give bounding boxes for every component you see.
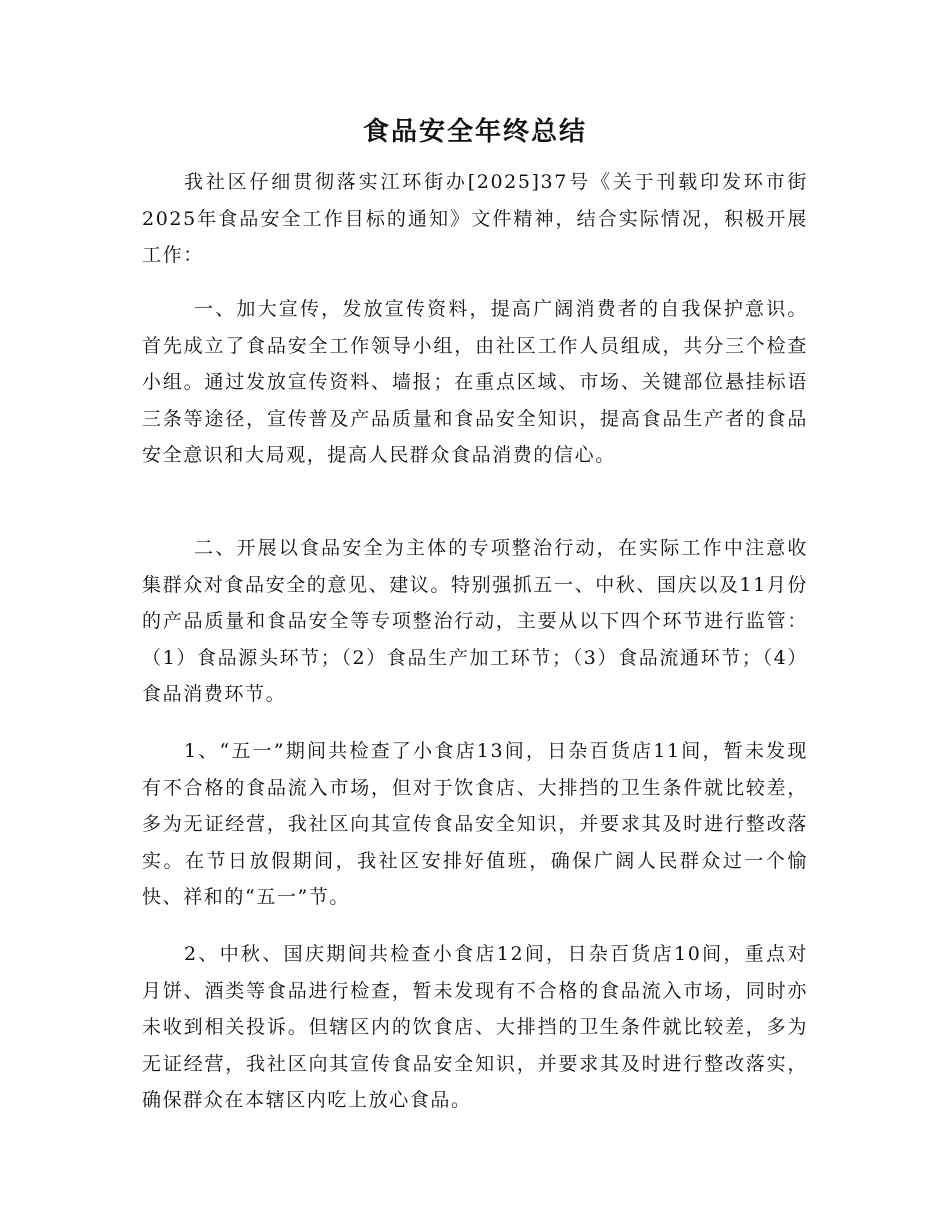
- paragraph-intro: 我社区仔细贯彻落实江环街办[2025]37号《关于刊载印发环市街2025年食品安全工作目标的通知》文件精神，结合实际情况，积极开展工作：: [142, 171, 808, 266]
- paragraph-special-campaign: 二、开展以食品安全为主体的专项整治行动，在实际工作中注意收集群众对食品安全的意见、建议。特别强抓五一、中秋、国庆以及11月份的产品质量和食品安全等专项整治行动，主要从以下四个环节进行监管：（1）食品源头环节；（2）食品生产加工环节；（3）食品流通环节；（4）食品消费环节。: [142, 537, 808, 705]
- paragraph-mid-autumn-inspection: 2、中秋、国庆期间共检查小食店12间，日杂百货店10间，重点对月饼、酒类等食品进行检查，暂未发现有不合格的食品流入市场，同时亦未收到相关投诉。但辖区内的饮食店、大排挡的卫生条件就比较差，多为无证经营，我社区向其宣传食品安全知识，并要求其及时进行整改落实，确保群众在本辖区内吃上放心食品。: [142, 943, 808, 1111]
- paragraph-publicity: 一、加大宣传，发放宣传资料，提高广阔消费者的自我保护意识。首先成立了食品安全工作领导小组，由社区工作人员组成，共分三个检查小组。通过发放宣传资料、墙报；在重点区域、市场、关键部位悬挂标语三条等途径，宣传普及产品质量和食品安全知识，提高食品生产者的食品安全意识和大局观，提高人民群众食品消费的信心。: [142, 298, 808, 466]
- paragraph-may-day-inspection: 1、“五一”期间共检查了小食店13间，日杂百货店11间，暂未发现有不合格的食品流入市场，但对于饮食店、大排挡的卫生条件就比较差，多为无证经营，我社区向其宣传食品安全知识，并要求其及时进行整改落实。在节日放假期间，我社区安排好值班，确保广阔人民群众过一个愉快、祥和的“五一”节。: [142, 740, 808, 908]
- document-title: 食品安全年终总结: [362, 117, 587, 147]
